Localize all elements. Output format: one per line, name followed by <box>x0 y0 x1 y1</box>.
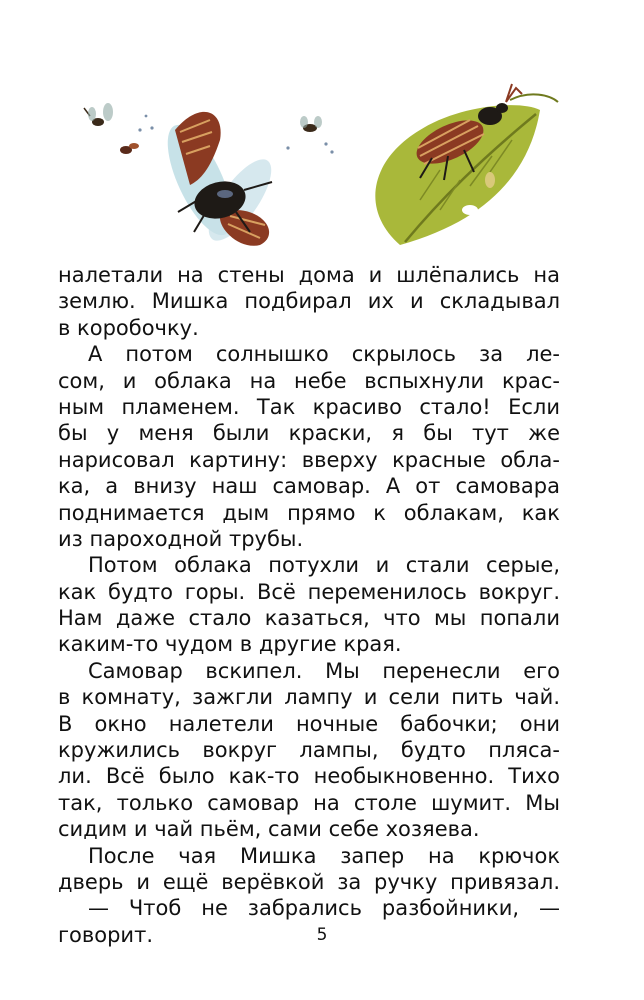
text-line: в комнату, зажгли лампу и сели пить чай. <box>58 685 560 710</box>
small-bug-icon <box>120 143 139 154</box>
text-line: Самовар вскипел. Мы перенесли его <box>88 658 560 683</box>
text-line: в коробочку. <box>58 315 199 340</box>
text-line: бы у меня были краски, я бы тут же <box>58 421 560 446</box>
text-line: А потом солнышко скрылось за ле- <box>88 342 560 367</box>
text-line: После чая Мишка запер на крючок <box>88 843 560 868</box>
leaf-icon <box>375 94 558 245</box>
text-line: говорит. <box>58 922 153 947</box>
text-line: нарисовал картину: вверху красные обла- <box>58 447 560 472</box>
text-line: каким-то чудом в другие края. <box>58 632 402 657</box>
beetles-illustration <box>60 60 560 260</box>
text-line: сидим и чай пьём, сами себе хозяева. <box>58 817 480 842</box>
text-line: землю. Мишка подбирал их и складывал <box>58 289 560 314</box>
text-line: из пароходной трубы. <box>58 526 304 551</box>
flying-beetle-icon <box>155 112 283 250</box>
small-bug-icon <box>84 103 113 126</box>
page-number: 5 <box>316 925 328 945</box>
text-line: ка, а внизу наш самовар. А от самовара <box>58 474 560 499</box>
text-line: — Чтоб не забрались разбойники, — <box>88 896 560 921</box>
text-line: В окно налетели ночные бабочки; они <box>58 711 560 736</box>
text-line: ным пламенем. Так красиво стало! Если <box>58 394 560 419</box>
text-line: как будто горы. Всё переменилось вокруг. <box>58 579 560 604</box>
text-line: налетали на стены дома и шлёпались на <box>58 263 560 287</box>
text-line: дверь и ещё верёвкой за ручку привязал. <box>58 869 560 894</box>
small-bug-icon <box>300 116 322 132</box>
story-text <box>58 262 560 948</box>
text-line: Потом облака потухли и стали серые, <box>88 553 560 578</box>
text-line: Нам даже стало казаться, что мы попали <box>58 606 560 631</box>
text-line: кружились вокруг лампы, будто пляса- <box>58 738 560 763</box>
text-line: поднимается дым прямо к облакам, как <box>58 500 560 525</box>
text-line: сом, и облака на небе вспыхнули крас- <box>58 368 560 393</box>
text-line: ли. Всё было как-то необыкновенно. Тихо <box>58 764 560 789</box>
text-line: так, только самовар на столе шумит. Мы <box>58 790 560 815</box>
